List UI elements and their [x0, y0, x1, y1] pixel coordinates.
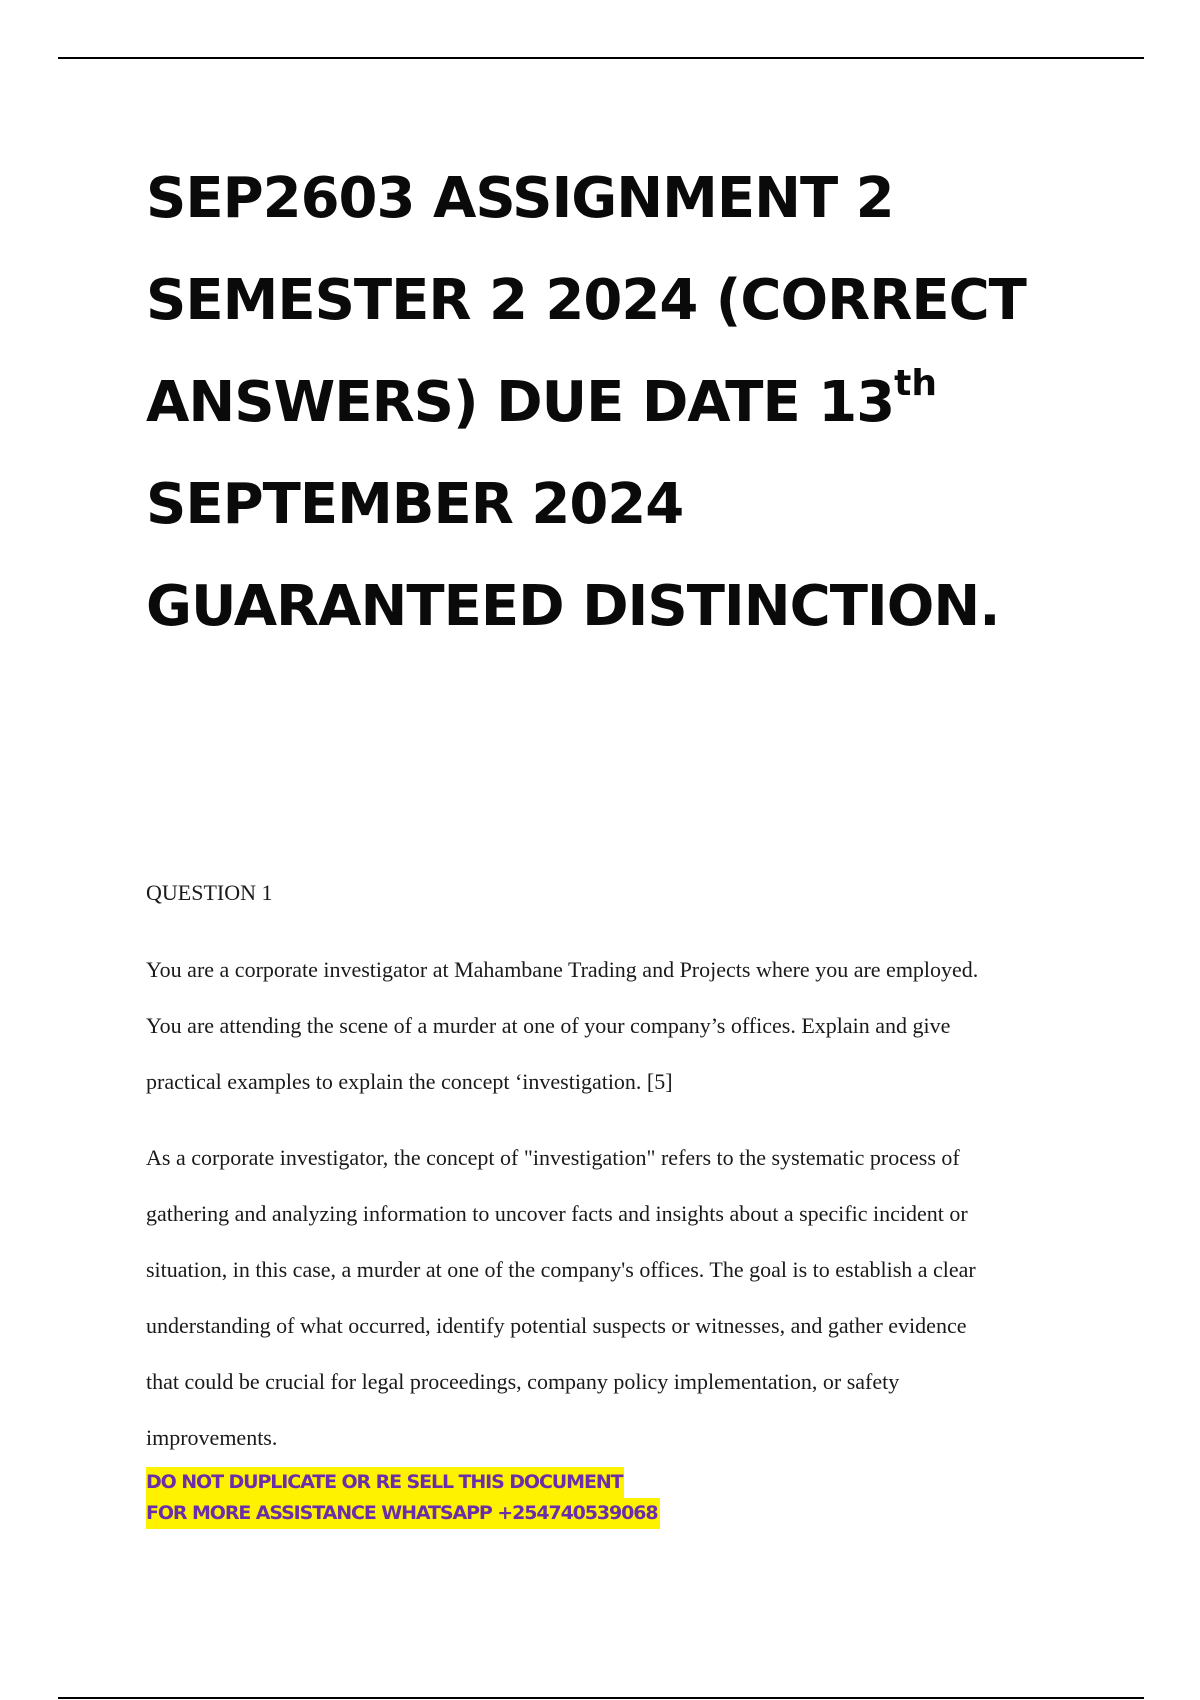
title-line-2: SEMESTER 2 2024 (CORRECT — [146, 268, 1026, 333]
notice-line-copyright: DO NOT DUPLICATE OR RE SELL THIS DOCUMENT — [146, 1467, 624, 1498]
question-line: practical examples to explain the concept ‘investigation. [5] — [146, 1069, 673, 1094]
answer-line: understanding of what occurred, identify potential suspects or witnesses, and gather evidence — [146, 1313, 967, 1338]
title-line-3 — [146, 352, 1126, 454]
question-line: You are attending the scene of a murder at one of your company’s offices. Explain and give — [146, 1013, 951, 1038]
answer-line: improvements. — [146, 1425, 278, 1450]
title-line-3-text: ANSWERS) DUE DATE 13 — [146, 370, 895, 435]
question-text — [146, 942, 1096, 1110]
top-rule — [58, 57, 1144, 59]
highlighted-notice — [146, 1467, 660, 1529]
bottom-rule — [58, 1697, 1144, 1699]
question-heading: QUESTION 1 — [146, 880, 273, 905]
notice-line-contact: FOR MORE ASSISTANCE WHATSAPP +254740539068 — [146, 1498, 660, 1529]
answer-line: that could be crucial for legal proceedings, company policy implementation, or safety — [146, 1369, 900, 1394]
document-title — [146, 148, 1126, 658]
answer-line: gathering and analyzing information to uncover facts and insights about a specific incident or — [146, 1201, 968, 1226]
title-superscript: th — [894, 363, 938, 405]
answer-text — [146, 1130, 1096, 1466]
answer-line: situation, in this case, a murder at one of the company's offices. The goal is to establish a clear — [146, 1257, 976, 1282]
title-line-5: GUARANTEED DISTINCTION. — [146, 574, 1000, 639]
question-line: You are a corporate investigator at Mahambane Trading and Projects where you are employed. — [146, 957, 979, 982]
answer-line: As a corporate investigator, the concept of "investigation" refers to the systematic process of — [146, 1145, 960, 1170]
title-line-4: SEPTEMBER 2024 — [146, 472, 684, 537]
title-line-1: SEP2603 ASSIGNMENT 2 — [146, 166, 894, 231]
